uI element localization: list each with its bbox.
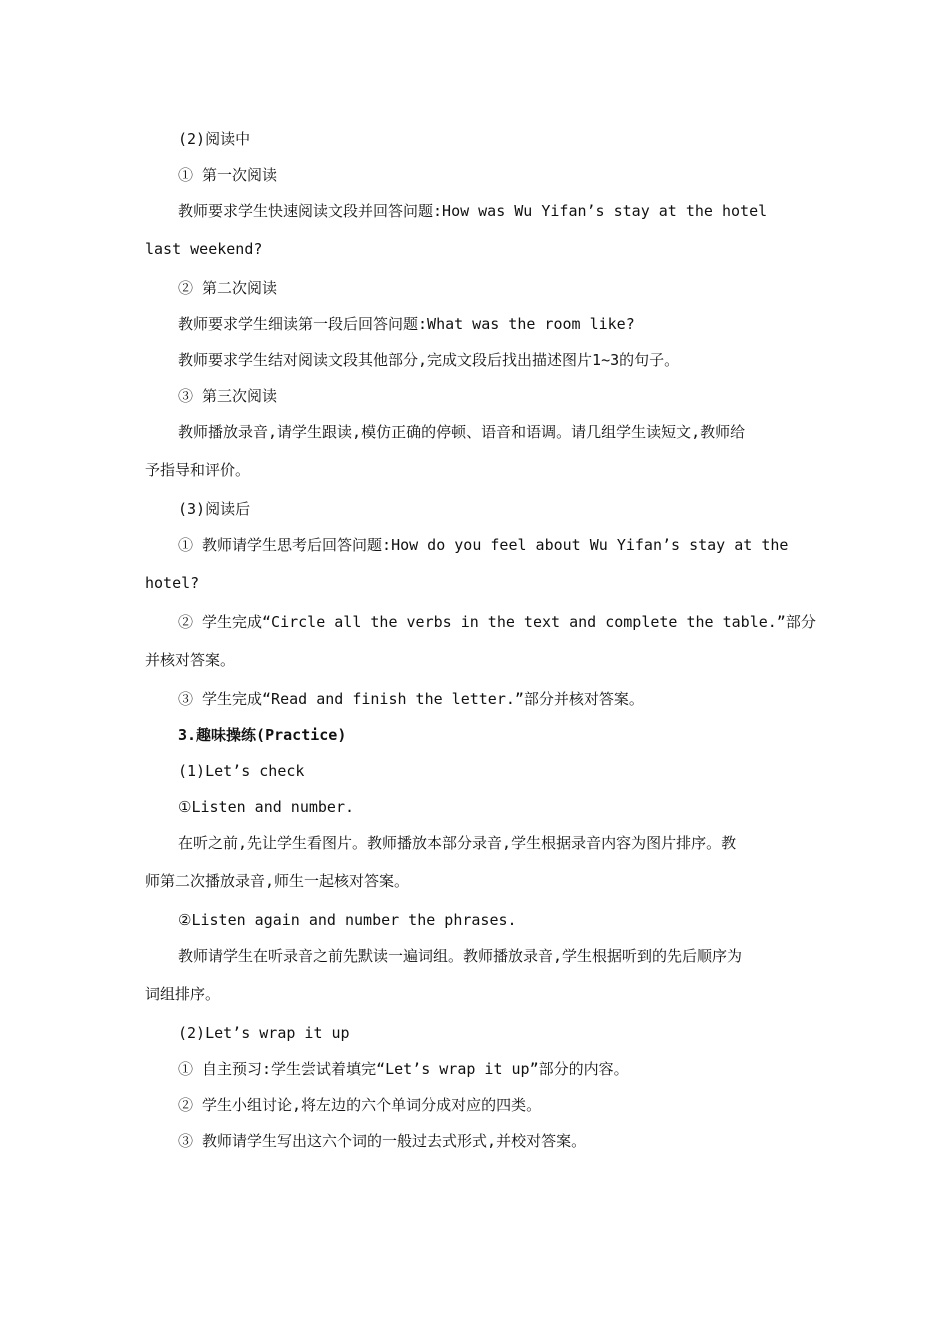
step-self-study: ① 自主预习:学生尝试着填完“Let’s wrap it up”部分的内容。 [178,1060,629,1078]
step-second-reading: ② 第二次阅读 [178,279,278,297]
step-third-reading: ③ 第三次阅读 [178,387,278,405]
paragraph-line-continued: hotel? [145,574,200,592]
step-listen-and-number: ①Listen and number. [178,798,355,816]
step-group-discussion: ② 学生小组讨论,将左边的六个单词分成对应的四类。 [178,1096,542,1114]
paragraph-line: 在听之前,先让学生看图片。教师播放本部分录音,学生根据录音内容为图片排序。教 [178,834,737,852]
paragraph-line-continued: last weekend? [145,240,263,258]
paragraph-line-continued: 予指导和评价。 [145,461,251,479]
document-body [145,121,816,1159]
step-first-reading: ① 第一次阅读 [178,166,278,184]
paragraph-line: ② 学生完成“Circle all the verbs in the text and complete the table.”部分 [178,613,816,631]
paragraph-line-continued: 并核对答案。 [145,651,236,669]
paragraph-line: 教师要求学生细读第一段后回答问题:What was the room like? [178,315,635,333]
paragraph-line: ① 教师请学生思考后回答问题:How do you feel about Wu Yifan’s stay at the [178,536,789,554]
paragraph-line: 教师要求学生结对阅读文段其他部分,完成文段后找出描述图片1~3的句子。 [178,351,680,369]
section-heading-while-reading: (2)阅读中 [178,130,251,148]
paragraph-line: 教师请学生在听录音之前先默读一遍词组。教师播放录音,学生根据听到的先后顺序为 [178,947,743,965]
paragraph-line: ③ 学生完成“Read and finish the letter.”部分并核对答案。 [178,690,644,708]
paragraph-line-continued: 师第二次播放录音,师生一起核对答案。 [145,872,410,890]
section-heading-practice: 3.趣味操练(Practice) [178,726,347,744]
paragraph-line-continued: 词组排序。 [145,985,221,1003]
paragraph-line: 教师要求学生快速阅读文段并回答问题:How was Wu Yifan’s stay at the hotel [178,202,768,220]
section-heading-post-reading: (3)阅读后 [178,500,251,518]
step-past-tense-forms: ③ 教师请学生写出这六个词的一般过去式形式,并校对答案。 [178,1132,587,1150]
step-listen-again: ②Listen again and number the phrases. [178,911,517,929]
subsection-heading-lets-check: (1)Let’s check [178,762,305,780]
subsection-heading-wrap-it-up: (2)Let’s wrap it up [178,1024,350,1042]
paragraph-line: 教师播放录音,请学生跟读,模仿正确的停顿、语音和语调。请几组学生读短文,教师给 [178,423,746,441]
